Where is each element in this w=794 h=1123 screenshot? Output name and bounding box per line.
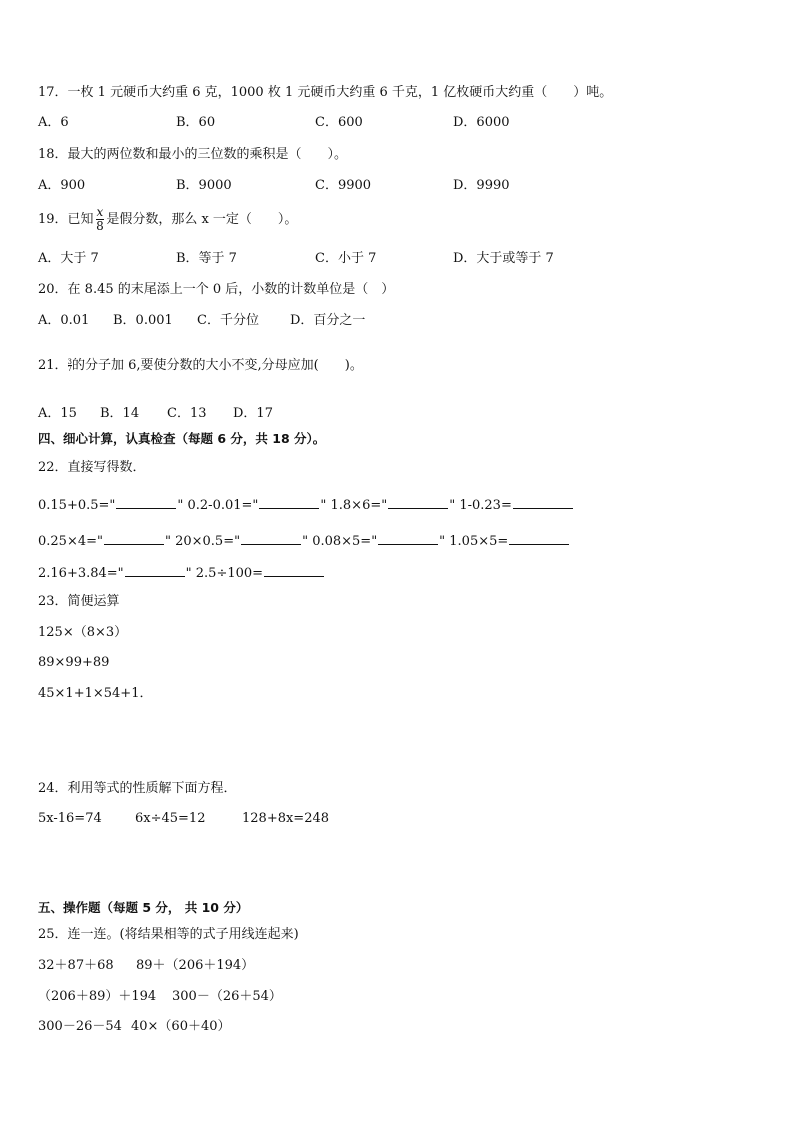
q22-item-4: " 1-0.23= xyxy=(449,498,512,513)
q19-prefix: 19．已知 xyxy=(38,212,94,227)
question-23-stem: 23．简便运算 xyxy=(38,594,120,609)
q22-item-7: " 0.08×5=" xyxy=(302,534,378,549)
q25-right-2: 300－（26＋54） xyxy=(172,989,282,1004)
q22-item-1: 0.15+0.5=" xyxy=(38,498,116,513)
q21-option-b: B．14 xyxy=(100,406,140,421)
question-19-stem xyxy=(38,205,297,235)
q22-row-1 xyxy=(38,496,574,514)
q21-fraction-numerator: 3 xyxy=(67,358,73,366)
q19-option-a: A．大于 7 xyxy=(38,251,99,266)
q19-fraction xyxy=(96,206,105,233)
answer-blank[interactable] xyxy=(241,532,301,545)
q22-item-5: 0.25×4=" xyxy=(38,534,103,549)
q24-equation-2: 6x÷45=12 xyxy=(135,811,206,826)
q22-item-2: " 0.2-0.01=" xyxy=(177,498,259,513)
q22-item-6: " 20×0.5=" xyxy=(164,534,241,549)
answer-blank[interactable] xyxy=(513,496,573,509)
q25-right-3: 40×（60＋40） xyxy=(131,1019,231,1034)
q19-option-d: D．大于或等于 7 xyxy=(453,251,554,266)
q19-option-b: B．等于 7 xyxy=(176,251,237,266)
q24-equation-3: 128+8x=248 xyxy=(242,811,330,826)
answer-blank[interactable] xyxy=(116,496,176,509)
q24-equation-1: 5x-16=74 xyxy=(38,811,102,826)
q20-option-a: A．0.01 xyxy=(38,313,90,328)
q18-option-b: B．9000 xyxy=(176,178,232,193)
question-21-stem xyxy=(38,358,363,374)
answer-blank[interactable] xyxy=(509,532,569,545)
answer-blank[interactable] xyxy=(378,532,438,545)
q21-option-d: D．17 xyxy=(233,406,273,421)
answer-blank[interactable] xyxy=(104,532,164,545)
q20-option-c: C．千分位 xyxy=(197,313,259,328)
q18-option-d: D．9990 xyxy=(453,178,510,193)
q18-option-c: C．9900 xyxy=(315,178,372,193)
section-4-heading: 四、细心计算，认真检查（每题 6 分，共 18 分）。 xyxy=(38,431,326,446)
question-18-stem: 18．最大的两位数和最小的三位数的乘积是（ ）。 xyxy=(38,147,348,162)
q23-item-3: 45×1+1×54+1． xyxy=(38,686,153,701)
q23-item-1: 125×（8×3） xyxy=(38,625,128,640)
question-20-stem: 20．在 8.45 的末尾添上一个 0 后，小数的计数单位是（ ） xyxy=(38,282,395,297)
q20-option-d: D．百分之一 xyxy=(290,313,366,328)
q17-option-a: A．6 xyxy=(38,115,69,130)
q22-row-3 xyxy=(38,564,325,582)
answer-blank[interactable] xyxy=(388,496,448,509)
q21-fraction-denominator: 7 xyxy=(67,365,73,373)
answer-blank[interactable] xyxy=(259,496,319,509)
answer-blank[interactable] xyxy=(125,564,185,577)
section-5-heading: 五、操作题（每题 5 分， 共 10 分） xyxy=(38,900,249,915)
question-24-stem: 24．利用等式的性质解下面方程． xyxy=(38,781,237,796)
q22-item-9: 2.16+3.84=" xyxy=(38,566,124,581)
q21-suffix: 的分子加 6,要使分数的大小不变,分母应加( )。 xyxy=(72,358,363,373)
q17-option-b: B．60 xyxy=(176,115,216,130)
q25-left-2: （206＋89）＋194 xyxy=(38,989,157,1004)
q17-option-c: C．600 xyxy=(315,115,363,130)
q20-option-b: B．0.001 xyxy=(113,313,173,328)
q22-item-3: " 1.8×6=" xyxy=(320,498,388,513)
q22-item-10: " 2.5÷100= xyxy=(185,566,264,581)
q25-left-3: 300－26－54 xyxy=(38,1019,122,1034)
q21-prefix: 21． xyxy=(38,358,68,373)
q19-fraction-numerator: x xyxy=(96,205,104,219)
q22-row-2 xyxy=(38,532,570,550)
q19-suffix: 是假分数，那么 x 一定（ ）。 xyxy=(106,212,298,227)
question-17-stem: 17．一枚 1 元硬币大约重 6 克，1000 枚 1 元硬币大约重 6 千克，1 亿枚硬币大约重（ ）吨。 xyxy=(38,85,613,100)
q25-left-1: 32＋87＋68 xyxy=(38,958,114,973)
q22-item-8: " 1.05×5= xyxy=(439,534,509,549)
q19-fraction-denominator: 8 xyxy=(96,219,104,233)
question-25-stem: 25．连一连。(将结果相等的式子用线连起来) xyxy=(38,927,299,942)
q21-option-c: C．13 xyxy=(167,406,207,421)
q23-item-2: 89×99+89 xyxy=(38,655,110,670)
q17-option-d: D．6000 xyxy=(453,115,510,130)
q21-option-a: A．15 xyxy=(38,406,77,421)
q19-option-c: C．小于 7 xyxy=(315,251,377,266)
question-22-stem: 22．直接写得数． xyxy=(38,460,146,475)
q18-option-a: A．900 xyxy=(38,178,86,193)
q25-right-1: 89＋（206＋194） xyxy=(136,958,255,973)
answer-blank[interactable] xyxy=(264,564,324,577)
